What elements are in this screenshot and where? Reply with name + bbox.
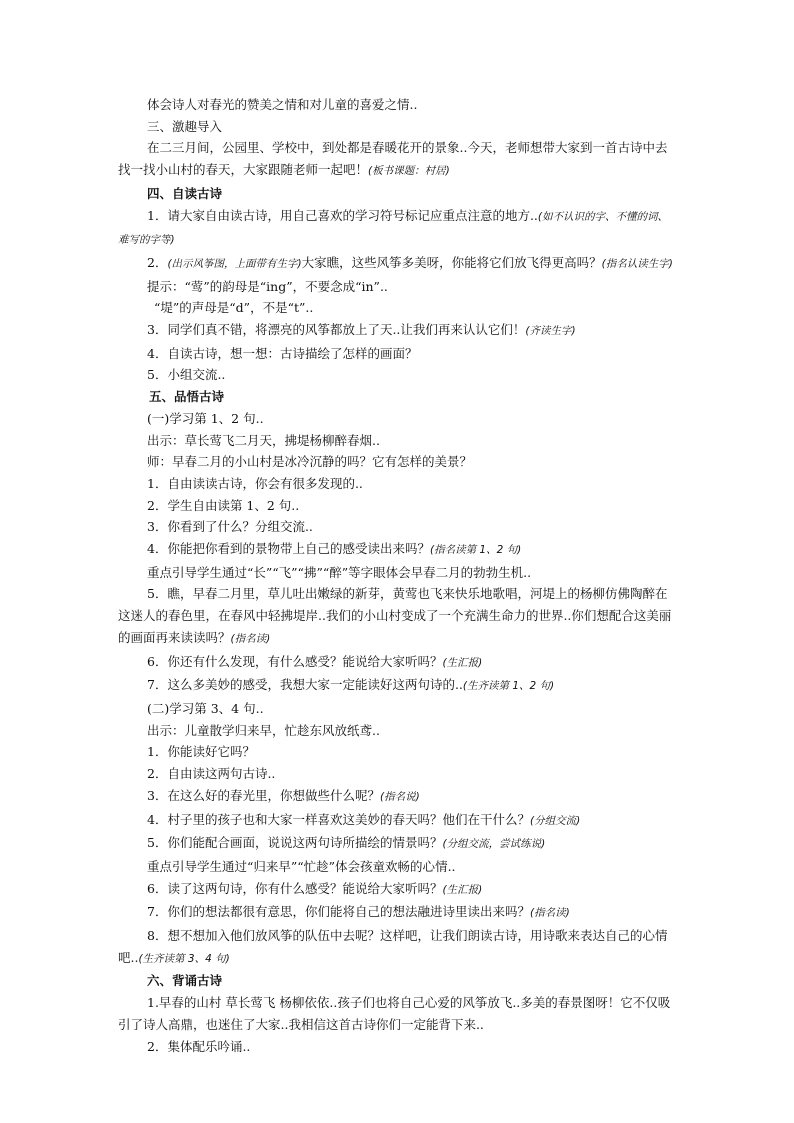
guidance-line: 重点引导学生通过“归来早”“忙趁”体会孩童欢畅的心情..: [147, 858, 456, 874]
list-item: 4．自读古诗，想一想：古诗描绘了怎样的画面？: [147, 345, 418, 361]
list-item: 5．小组交流..: [147, 367, 226, 383]
list-item: 1．你能读好它吗？: [147, 744, 255, 760]
teacher-question: 师：早春二月的小山村是冰冷沉静的吗？它有怎样的美景？: [147, 454, 473, 470]
list-item: 2．自由读这两句古诗..: [147, 766, 276, 782]
list-item: 7．你们的想法都很有意思，你们能将自己的想法融进诗里读出来吗？(指名读): [147, 904, 570, 920]
hint-line: “堤”的声母是“d”，不是“t”..: [154, 300, 314, 316]
list-item: 7．这么多美妙的感受，我想大家一定能读好这两句诗的..(生齐读第 1、2 句): [147, 677, 555, 693]
list-item: 4．村子里的孩子也和大家一样喜欢这美妙的春天吗？他们在干什么？(分组交流): [147, 811, 581, 827]
list-item: 3．同学们真不错，将漂亮的风筝都放上了天..让我们再来认认它们！(齐读生字): [147, 322, 576, 338]
section-heading-appreciation: 五、品悟古诗: [149, 389, 225, 405]
list-item: 1．请大家自由读古诗，用自己喜欢的学习符号标记应重点注意的地方..(如不认识的字、不懂的词、难写的字等): [118, 207, 669, 247]
lesson-plan-text: [118, 94, 678, 1057]
list-item: 3．你看到了什么？分组交流..: [147, 519, 313, 535]
list-item: 2．(出示风筝图，上面带有生字)大家瞧，这些风筝多美呀，你能将它们放飞得更高吗？(指名认读生字): [147, 254, 673, 270]
poem-lines: 出示：儿童散学归来早，忙趁东风放纸鸢..: [147, 722, 380, 738]
list-item: 6．你还有什么发现，有什么感受？能说给大家听吗？(生汇报): [147, 653, 483, 669]
poem-lines: 出示：草长莺飞二月天，拂堤杨柳醉春烟..: [147, 432, 380, 448]
list-item: 1.早春的山村 草长莺飞 杨柳依依..孩子们也将自己心爱的风筝放飞..多美的春景图呀！它不仅吸引了诗人高鼎，也迷住了大家..我相信这首古诗你们一定能背下来..: [118, 995, 671, 1032]
list-item: 5．瞧，早春二月里，草儿吐出嫩绿的新芽，黄莺也飞来快乐地歌唱，河堤上的杨柳仿佛陶醉在这迷人的春色里，在春风中轻拂堤岸..我们的小山村变成了一个充满生命力的世界..你们想配合这美丽的画面再来读读吗？(指名读): [118, 586, 672, 645]
subsection-heading: (二)学习第 3、4 句..: [147, 700, 264, 716]
subsection-heading: (一)学习第 1、2 句..: [147, 410, 264, 426]
hint-line: 提示：“莺”的韵母是“ing”，不要念成“in”..: [147, 278, 388, 294]
objective-line: 体会诗人对春光的赞美之情和对儿童的喜爱之情..: [147, 97, 418, 112]
list-item: 5．你们能配合画面，说说这两句诗所描绘的情景吗？(分组交流，尝试练说): [147, 835, 546, 851]
section-heading-recitation: 六、背诵古诗: [147, 973, 223, 989]
guidance-line: 重点引导学生通过“长”“飞”“拂”“醉”等字眼体会早春二月的勃勃生机..: [147, 564, 532, 580]
list-item: 6．读了这两句诗，你有什么感受？能说给大家听吗？(生汇报): [147, 880, 483, 896]
list-item: 2．学生自由读第 1、2 句..: [147, 497, 300, 513]
intro-paragraph: 在二三月间，公园里、学校中，到处都是春暖花开的景象..今天，老师想带大家到一首古诗中去找一找小山村的春天，大家跟随老师一起吧！(板书课题：村居): [118, 140, 668, 178]
list-item: 2．集体配乐吟诵..: [147, 1038, 251, 1054]
list-item: 3．在这么好的春光里，你想做些什么呢？(指名说): [147, 787, 420, 803]
section-heading-intro: 三、激趣导入: [147, 118, 223, 134]
list-item: 8．想不想加入他们放风筝的队伍中去呢？这样吧，让我们朗读古诗，用诗歌来表达自己的心情吧..(生齐读第 3、4 句): [118, 928, 668, 965]
list-item: 4．你能把你看到的景物带上自己的感受读出来吗？(指名读第 1、2 句): [147, 541, 522, 557]
section-heading-self-reading: 四、自读古诗: [147, 185, 223, 201]
list-item: 1．自由读读古诗，你会有很多发现的..: [147, 475, 363, 491]
